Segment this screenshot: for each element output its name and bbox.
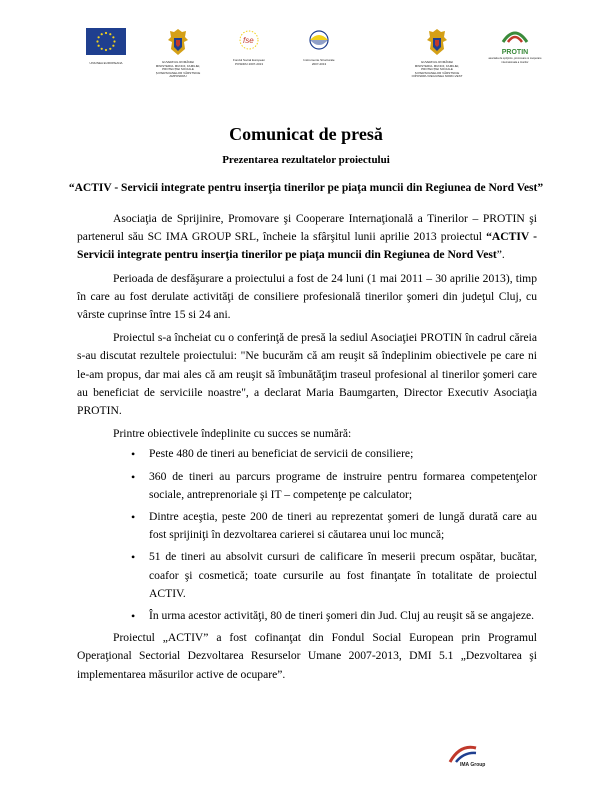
project-title: “ACTIV - Servicii integrate pentru inserţia tinerilor pe piaţa muncii din Regiunea de Nord Vest” [68,182,544,194]
paragraph-2: Perioada de desfăşurare a proiectului a fost de 24 luni (1 mai 2011 – 30 aprilie 2013), timp în care au fost derulate activităţi de consiliere profesională tinerilor şomeri din judeţul Cluj, cu vârste cuprinse între 15 si 24 ani. [77,271,537,322]
fse-icon [234,28,264,54]
page-title: Comunicat de presă [229,124,383,144]
gov-logo-2 [406,28,468,79]
protin-name: PROTIN [501,49,529,56]
protin-logo [480,28,550,64]
instrumente-structurale-logo [294,28,344,66]
paragraph-1 [77,210,537,265]
paragraph-3: Proiectul s-a încheiat cu o conferinţă de presă la sediul Asociaţiei PROTIN în cadrul căreia s-au discutat rezultele proiectului: "Ne bucurăm că am reuşit să îndeplinim obiectivele pe care ni le-am propus, dar mai ales că am reuşit să îmbunătăţim traseul profesional al tinerilor şomeri care au beneficiat de serviciile noastre", a declarat Maria Baumgarten, Director Executiv Asociaţia PROTIN. [77,331,537,418]
protin-line-2: internationala a tinerilor [501,60,529,64]
protin-line-1: asociatia de sprijinire, promovare si cooperare [488,57,542,60]
objectives-list [131,445,537,625]
coat-of-arms-icon [426,28,448,56]
list-item: • Peste 480 de tineri au beneficiat de servicii de consiliere; [131,445,537,463]
gov1-line-1: GUVERNUL ROMÂNIEI [161,60,195,64]
instr-line-2: 2007-2013 [311,61,327,66]
eu-flag-icon [86,28,126,55]
gov2-line-2: MINISTERUL MUNCII, FAMILIEI, [414,63,460,68]
instr-line-1: Instrumente Structurale [303,58,335,62]
list-item: • 51 de tineri au absolvit cursuri de calificare în meserii precum ospătar, bucătar, coafor şi cosmetică; toate cursurile au fost finanţate în totalitate de proiectul ACTIV. [131,548,537,603]
protin-icon [500,28,530,44]
gov2-line-1: GUVERNUL ROMÂNIEI [420,60,454,64]
ima-group-logo [446,742,496,772]
fse-mark: fse [243,36,254,45]
gov1-line-3: PROTECȚIEI SOCIALE [162,67,194,72]
structural-instruments-icon [304,28,334,54]
ima-group-caption: IMA Group [460,762,486,768]
gov2-line-3: PROTECȚIEI SOCIALE [421,67,453,72]
gov-logo-1 [148,28,208,79]
paragraph-1-part-c: ”. [496,248,505,262]
paragraph-1-part-a: Asociaţia de Sprijinire, Promovare şi Cooperare Internaţională a Tinerilor – PROTIN şi partenerul său SC IMA GROUP SRL, încheie la sfârşitul lunii aprilie 2013 proiectul [77,212,537,244]
gov2-line-4: ȘI PERSOANELOR VÂRSTNICE [414,70,460,75]
paragraph-4: Printre obiectivele îndeplinite cu succes se numără: [113,427,352,441]
list-item: • În urma acestor activităţi, 80 de tineri şomeri din Jud. Cluj au reuşit să se angajeze. [131,607,537,625]
page-subtitle: Prezentarea rezultatelor proiectului [222,154,390,166]
gov1-line-2: MINISTERUL MUNCII, FAMILIEI, [155,63,201,68]
ima-group-icon [446,742,486,764]
fse-line-2: POSDRU 2007-2013 [234,61,263,66]
list-item: • 360 de tineri au parcurs programe de instruire pentru formarea competenţelor sociale, antreprenoriale şi IT – competenţe pe calculator; [131,468,537,504]
fse-line-1: Fondul Social European [232,58,266,62]
fse-logo [224,28,274,66]
eu-logo [82,28,130,66]
paragraph-5: Proiectul „ACTIV” a fost cofinanţat din Fondul Social European prin Programul Operaţional Sectorial Dezvoltarea Resurselor Umane 2007-2013, DMI 5.1 „Dezvoltarea şi implementarea măsurilor active de ocupare”. [77,631,537,681]
gov1-line-4: ȘI PERSOANELOR VÂRSTNICE [155,70,201,75]
press-release-body [77,210,537,689]
gov2-line-5: OIPOSDRU REGIUNEA NORD-VEST [411,74,463,79]
list-item: • Dintre aceştia, peste 200 de tineri au reprezentat şomeri de lungă durată care au fost sprijiniţi în dezvoltarea carierei si căutarea unui loc muncă; [131,508,537,544]
paragraph-1-project-name: “ACTIV - Servicii integrate pentru inserţia tinerilor pe piaţa muncii din Regiunea de Nord Vest [77,230,537,262]
gov1-line-5: AMPOSDRU [169,74,187,79]
coat-of-arms-icon [167,28,189,56]
logo-bar [60,28,550,83]
eu-caption: UNIUNEA EUROPEANA [89,61,123,65]
